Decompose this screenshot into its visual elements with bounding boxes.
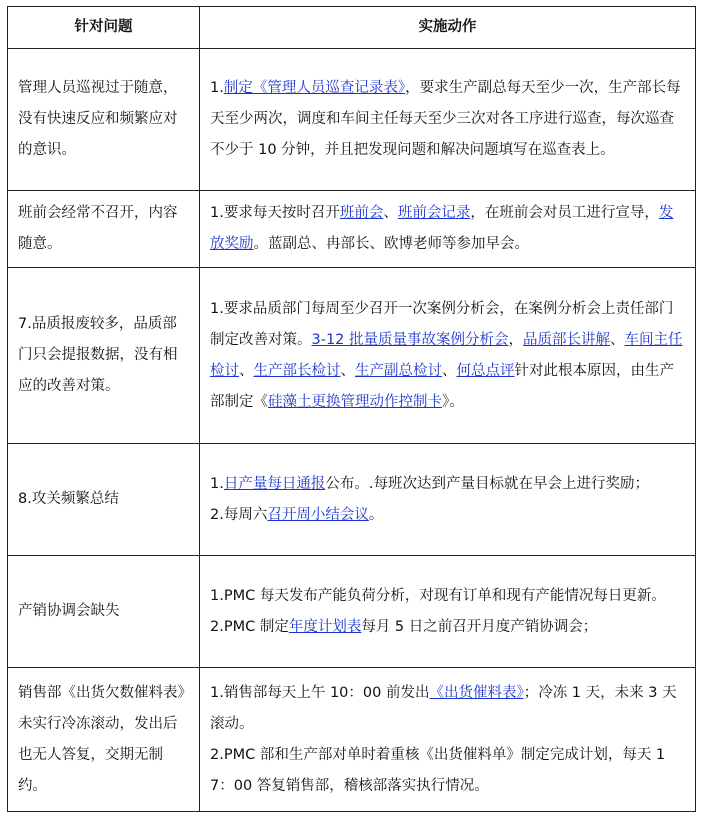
action-text: 每月 5 日之前召开月度产销协调会； — [361, 618, 598, 635]
document-link[interactable]: 硅藻土更换管理动作控制卡 — [268, 393, 442, 410]
action-text: ，在班前会对员工进行宣导， — [470, 205, 659, 221]
table-row — [8, 268, 696, 444]
table-row — [8, 49, 696, 191]
action-line — [210, 678, 687, 740]
table-row — [8, 444, 696, 556]
action-text: 》。 — [442, 393, 464, 410]
action-text: 、 — [442, 362, 457, 379]
document-link[interactable]: 班前会记录 — [397, 205, 471, 221]
document-link[interactable]: 召开周小结会议 — [267, 506, 369, 523]
document-link[interactable]: 发放奖励 — [210, 205, 674, 252]
issue-cell: 7.品质报废较多，品质部门只会提报数据，没有相应的改善对策。 — [8, 268, 200, 444]
action-text: 针对此根本原因，由生产部制定《 — [210, 362, 674, 410]
action-text: 2.PMC 部和生产部对单时着重核《出货催料单》制定完成计划，每天 17：00 答复销售部，稽核部落实执行情况。 — [210, 746, 666, 794]
document-link[interactable]: 生产副总检讨 — [355, 362, 442, 379]
document-link[interactable]: 日产量每日通报 — [223, 475, 326, 492]
action-text: ， — [508, 331, 524, 348]
action-text: 、 — [610, 331, 625, 348]
action-text: 1.销售部每天上午 10：00 前发出 — [210, 684, 430, 701]
action-line — [210, 612, 687, 643]
action-text: 、 — [239, 362, 254, 379]
action-text: 。蓝副总、冉部长、欧博老师等参加早会。 — [253, 236, 529, 252]
action-line — [210, 469, 687, 500]
action-text: ，要求生产副总每天至少一次，生产部长每天至少两次，调度和车间主任每天至少三次对各工序进行巡查，每次巡查不少于 10 分钟，并且把发现问题和解决问题填写在巡查表上。 — [210, 80, 681, 158]
issue-cell: 产销协调会缺失 — [8, 556, 200, 668]
action-text: 1. — [210, 475, 224, 492]
action-line — [210, 581, 687, 612]
action-line — [210, 500, 687, 531]
action-text: 1.要求品质部门每周至少召开一次案例分析会，在案例分析会上责任部门制定改善对策。 — [210, 300, 674, 348]
issue-cell: 8.攻关频繁总结 — [8, 444, 200, 556]
document-link[interactable]: 《出货催料表》 — [429, 684, 524, 701]
action-text: ；冷冻 1 天，未来 3 天滚动。 — [210, 684, 677, 732]
table-row — [8, 191, 696, 268]
action-cell — [200, 556, 696, 668]
header-issue: 针对问题 — [8, 7, 200, 49]
action-text: 。 — [368, 506, 384, 523]
document-link[interactable]: 品质部长讲解 — [523, 331, 611, 348]
action-text: 1.要求每天按时召开 — [210, 205, 340, 221]
table-row — [8, 556, 696, 668]
issue-cell: 管理人员巡视过于随意，没有快速反应和频繁应对的意识。 — [8, 49, 200, 191]
action-text: 、 — [383, 205, 398, 221]
issue-cell: 班前会经常不召开，内容随意。 — [8, 191, 200, 268]
action-cell — [200, 268, 696, 444]
action-cell — [200, 49, 696, 191]
action-text: 1. — [210, 80, 224, 96]
action-cell — [200, 668, 696, 812]
table-row — [8, 668, 696, 812]
document-link[interactable]: 班前会 — [339, 205, 384, 221]
document-link[interactable]: 3-12 批量质量事故案例分析会 — [311, 331, 509, 348]
document-link[interactable]: 制定《管理人员巡查记录表》 — [223, 80, 406, 96]
action-plan-table — [7, 6, 696, 812]
action-cell — [200, 444, 696, 556]
table-header-row — [8, 7, 696, 49]
issue-cell: 销售部《出货欠数催料表》未实行冷冻滚动，发出后也无人答复，交期无制约。 — [8, 668, 200, 812]
action-text: 、 — [340, 362, 355, 379]
action-line — [210, 740, 687, 802]
action-text: 2.PMC 制定 — [210, 618, 289, 635]
document-link[interactable]: 车间主任检讨 — [210, 331, 683, 379]
document-link[interactable]: 生产部长检讨 — [253, 362, 341, 379]
document-link[interactable]: 何总点评 — [456, 362, 515, 379]
action-text: 1.PMC 每天发布产能负荷分析，对现有订单和现有产能情况每日更新。 — [210, 587, 666, 604]
action-text: 公布。.每班次达到产量目标就在早会上进行奖励； — [325, 475, 649, 492]
action-text: 2.每周六 — [210, 506, 268, 523]
document-link[interactable]: 年度计划表 — [288, 618, 362, 635]
action-cell — [200, 191, 696, 268]
header-action: 实施动作 — [200, 7, 696, 49]
